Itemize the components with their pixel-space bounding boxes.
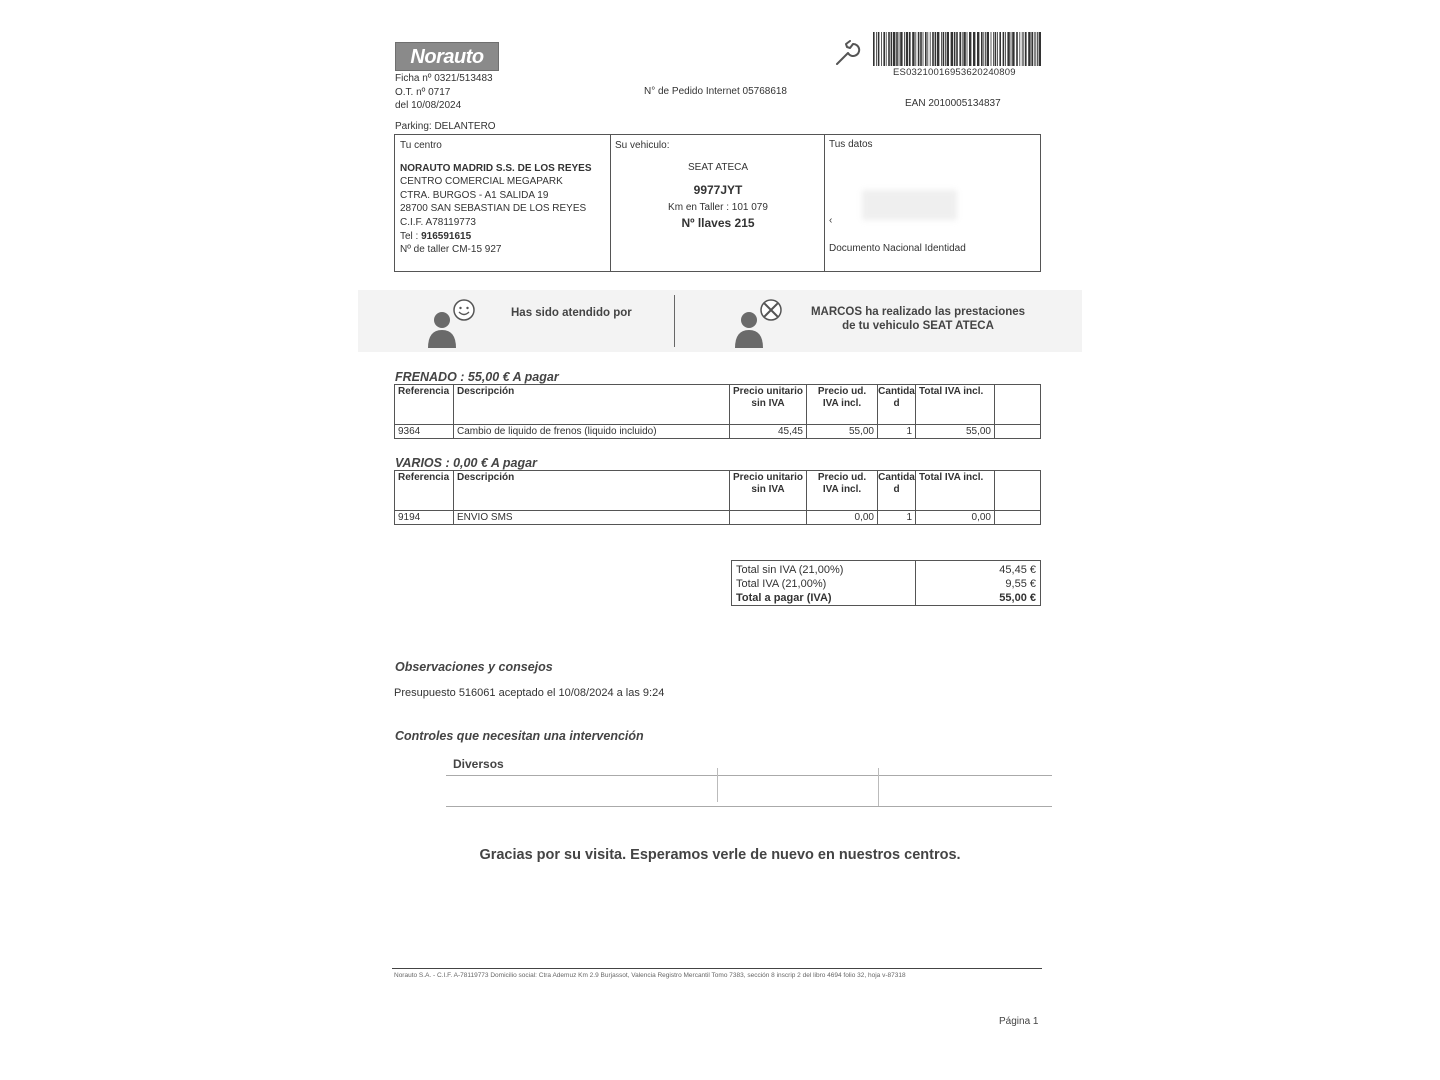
datos-mark: ‹	[829, 215, 833, 226]
row-cant: 1	[878, 511, 916, 525]
footer-legal-text: Norauto S.A. - C.I.F. A-78119773 Domicilio social: Ctra Ademuz Km 2.9 Burjassot, Valencia Registro Mercantil Tomo 7383, sección 8 inscrip 2 del libro 4694 folio 32, hoja v-87318	[394, 972, 906, 979]
total-sin-iva-label: Total sin IVA (21,00%)	[732, 561, 916, 578]
phone-label: Tel :	[400, 231, 422, 242]
centro-label: Tu centro	[400, 140, 442, 151]
barcode-bar	[881, 32, 882, 66]
row-empty	[995, 511, 1041, 525]
barcode-bar	[900, 32, 902, 66]
barcode-bar	[941, 32, 942, 66]
barcode-bar	[923, 32, 924, 66]
barcode-bar	[876, 32, 877, 66]
table-row	[395, 425, 1041, 439]
header-precio-iva: Precio ud. IVA incl.	[807, 471, 878, 511]
header-descripcion: Descripción	[454, 385, 730, 425]
barcode-bar	[1034, 32, 1035, 66]
barcode-bar	[973, 32, 975, 66]
norauto-logo: Norauto	[395, 42, 499, 71]
diversos-divider-2	[878, 768, 879, 806]
header-descripcion: Descripción	[454, 471, 730, 511]
row-total: 0,00	[916, 511, 995, 525]
row-ref: 9194	[395, 511, 454, 525]
diversos-divider-1	[717, 768, 718, 802]
observaciones-title: Observaciones y consejos	[395, 660, 553, 674]
info-divider-2	[824, 134, 825, 272]
row-cant: 1	[878, 425, 916, 439]
barcode-bar	[878, 32, 880, 66]
header-precio-unitario: Precio unitario sin IVA	[730, 385, 807, 425]
services-text-1: MARCOS ha realizado las prestaciones	[810, 306, 1026, 318]
redacted-personal-data	[862, 190, 957, 220]
barcode-bar	[947, 32, 949, 66]
barcode-number: ES0321001695362024080​9	[893, 67, 1016, 78]
varios-table	[394, 470, 1041, 525]
barcode-bar	[891, 32, 893, 66]
barcode-bar	[1007, 32, 1009, 66]
barcode-bar	[1031, 32, 1033, 66]
row-ref: 9364	[395, 425, 454, 439]
vehiculo-keys: Nº llaves 215	[681, 216, 755, 230]
barcode-bar	[1039, 32, 1041, 66]
barcode-bar	[987, 32, 989, 66]
barcode-bar	[959, 32, 961, 66]
diversos-line-top	[446, 775, 1052, 776]
centro-address-2: CTRA. BURGOS - A1 SALIDA 19	[400, 190, 549, 201]
barcode-bar	[1028, 32, 1030, 66]
row-desc: ENVIO SMS	[454, 511, 730, 525]
barcode-bar	[997, 32, 998, 66]
row-pu	[730, 511, 807, 525]
mechanic-person-icon	[731, 298, 783, 348]
barcode-bar	[883, 32, 885, 66]
internet-order-number: N° de Pedido Internet 05768618	[644, 86, 787, 97]
centro-address-1: CENTRO COMERCIAL MEGAPARK	[400, 176, 563, 187]
total-sin-iva-value: 45,45 €	[916, 561, 1041, 578]
barcode-bar	[1016, 32, 1018, 66]
row-pu: 45,45	[730, 425, 807, 439]
barcode-bar	[1003, 32, 1005, 66]
header-total: Total IVA incl.	[916, 471, 995, 511]
centro-name: NORAUTO MADRID S.S. DE LOS REYES	[400, 163, 592, 174]
barcode-bar	[954, 32, 956, 66]
dni-label: Documento Nacional Identidad	[829, 243, 966, 254]
barcode-bar	[937, 32, 939, 66]
row-empty	[995, 425, 1041, 439]
services-text-2: de tu vehiculo SEAT ATECA	[842, 320, 994, 332]
barcode-bar	[932, 32, 934, 66]
header-cantidad: Cantidad	[878, 471, 916, 511]
centro-address-3: 28700 SAN SEBASTIAN DE LOS REYES	[400, 203, 587, 214]
barcode-bar	[983, 32, 984, 66]
table-row	[395, 511, 1041, 525]
barcode-bar	[985, 32, 986, 66]
barcode-bar	[873, 32, 875, 66]
header-referencia: Referencia	[395, 471, 454, 511]
barcode-bar	[886, 32, 887, 66]
thank-you-message: Gracias por su visita. Esperamos verle de nuevo en nuestros centros.	[479, 847, 961, 863]
barcode-bar	[930, 32, 931, 66]
header-precio-iva: Precio ud. IVA incl.	[807, 385, 878, 425]
barcode-bar	[977, 32, 979, 66]
header-empty	[995, 471, 1041, 511]
frenado-table	[394, 384, 1041, 439]
vehiculo-km: Km en Taller : 101 079	[668, 202, 768, 213]
barcode-bar	[943, 32, 945, 66]
datos-label: Tus datos	[829, 139, 873, 150]
barcode-bar	[935, 32, 937, 66]
vehiculo-label: Su vehiculo:	[615, 140, 670, 151]
barcode	[873, 32, 1041, 66]
centro-phone	[400, 230, 471, 244]
barcode-bar	[915, 32, 916, 66]
centro-taller: Nº de taller CM-15 927	[400, 244, 502, 255]
barcode-bar	[925, 32, 927, 66]
barcode-bar	[904, 32, 905, 66]
diversos-label: Diversos	[453, 757, 504, 771]
observaciones-text: Presupuesto 516061 aceptado el 10/08/2024 a las 9:24	[394, 687, 665, 699]
barcode-bar	[993, 32, 994, 66]
total-iva-label: Total IVA (21,00%)	[732, 577, 916, 591]
ean-code: EAN 2010005134837	[905, 98, 1001, 109]
centro-cif: C.I.F. A78119773	[400, 217, 476, 228]
header-referencia: Referencia	[395, 385, 454, 425]
header-total: Total IVA incl.	[916, 385, 995, 425]
barcode-bar	[1012, 32, 1014, 66]
parking-info: Parking: DELANTERO	[395, 121, 496, 132]
barcode-bar	[909, 32, 911, 66]
header-cantidad: Cantidad	[878, 385, 916, 425]
barcode-bar	[1019, 32, 1020, 66]
diversos-line-bottom	[446, 806, 1052, 807]
barcode-bar	[1005, 32, 1006, 66]
barcode-bar	[899, 32, 900, 66]
barcode-bar	[906, 32, 908, 66]
barcode-bar	[927, 32, 928, 66]
controles-title: Controles que necesitan una intervención	[395, 729, 644, 743]
barcode-bar	[1037, 32, 1038, 66]
barcode-bar	[1025, 32, 1027, 66]
barcode-bar	[962, 32, 963, 66]
barcode-bar	[1023, 32, 1024, 66]
barcode-bar	[945, 32, 946, 66]
band-divider	[674, 295, 675, 347]
footer-rule	[392, 968, 1042, 969]
barcode-bar	[1011, 32, 1012, 66]
barcode-bar	[918, 32, 920, 66]
header-precio-unitario: Precio unitario sin IVA	[730, 471, 807, 511]
row-pui: 0,00	[807, 511, 878, 525]
barcode-bar	[963, 32, 965, 66]
total-iva-value: 9,55 €	[916, 577, 1041, 591]
ficha-number: Ficha nº 0321/513483	[395, 73, 493, 84]
row-desc: Cambio de liquido de frenos (liquido incluido)	[454, 425, 730, 439]
barcode-bar	[956, 32, 958, 66]
advisor-person-icon	[424, 298, 476, 348]
barcode-bar	[967, 32, 968, 66]
header-empty	[995, 385, 1041, 425]
vehiculo-model: SEAT ATECA	[687, 162, 749, 173]
barcode-bar	[991, 32, 992, 66]
barcode-bar	[893, 32, 895, 66]
total-pagar-value: 55,00 €	[916, 591, 1041, 606]
wrench-icon	[833, 40, 861, 68]
order-date: del 10/08/2024	[395, 100, 462, 111]
section-frenado-title: FRENADO : 55,00 € A pagar	[395, 370, 559, 384]
barcode-bar	[951, 32, 953, 66]
info-divider-1	[610, 134, 611, 272]
barcode-bar	[1022, 32, 1023, 66]
barcode-bar	[920, 32, 922, 66]
barcode-bar	[999, 32, 1001, 66]
row-total: 55,00	[916, 425, 995, 439]
ot-number: O.T. nº 0717	[395, 87, 451, 98]
attended-by-text: Has sido atendido por	[511, 307, 632, 319]
barcode-bar	[896, 32, 898, 66]
barcode-bar	[969, 32, 971, 66]
totals-table	[731, 560, 1041, 606]
phone-number: 916591615	[421, 231, 472, 242]
barcode-bar	[981, 32, 983, 66]
section-varios-title: VARIOS : 0,00 € A pagar	[395, 456, 537, 470]
barcode-bar	[1035, 32, 1036, 66]
page-number: Página 1	[999, 1016, 1039, 1027]
barcode-bar	[995, 32, 997, 66]
total-pagar-label: Total a pagar (IVA)	[732, 591, 916, 606]
row-pui: 55,00	[807, 425, 878, 439]
barcode-bar	[912, 32, 914, 66]
vehiculo-plate: 9977JYT	[693, 183, 743, 197]
barcode-bar	[888, 32, 890, 66]
